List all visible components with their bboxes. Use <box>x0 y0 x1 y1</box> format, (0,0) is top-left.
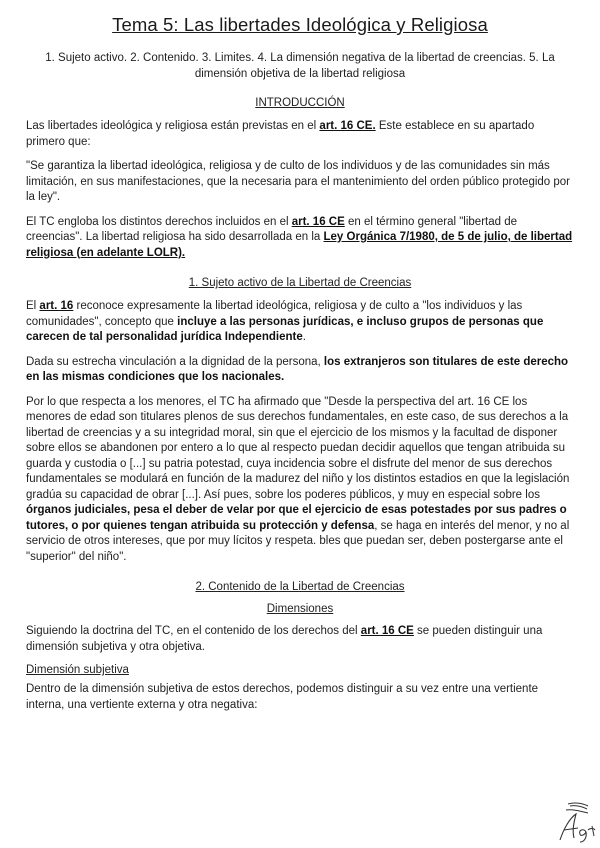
intro-paragraph-3 <box>26 215 574 262</box>
text-run: . <box>302 331 306 343</box>
page-title: Tema 5: Las libertades Ideológica y Religiosa <box>112 14 488 35</box>
bold-text: órganos judiciales, pesa el deber de velar por que el ejercicio de esas potestades por sus padres o tutores, o por quienes tengan atribuida su protección y defensa <box>26 504 567 532</box>
section-1-paragraph-2 <box>26 355 574 386</box>
section-1-heading: 1. Sujeto activo de la Libertad de Creencias <box>188 277 412 289</box>
section-1-paragraph-1 <box>26 299 574 346</box>
signature-mark <box>554 800 598 846</box>
text-run: , se haga en interés del menor, y no al servicio de otros intereses, que por muy lícitos y respeta. bles que puedan ser, deben postergarse ante el "superior" del niño". <box>26 519 570 563</box>
section-2-heading: 2. Contenido de la Libertad de Creencias <box>195 581 405 593</box>
text-run: en el término general "libertad de creencias". La libertad religiosa ha sido desarrollada en la <box>26 215 517 243</box>
article-reference: art. 16 CE <box>360 625 414 637</box>
text-run: Siguiendo la doctrina del TC, en el contenido de los derechos del <box>26 625 361 637</box>
intro-paragraph-1 <box>26 119 574 150</box>
dimensiones-heading: Dimensiones <box>266 603 334 615</box>
text-run: Las libertades ideológica y religiosa están previstas en el <box>26 120 320 132</box>
text-run: reconoce expresamente la libertad ideológica, religiosa y de culto a "los individuos y las comunidades", concepto que <box>26 300 523 328</box>
text-run: se pueden distinguir una dimensión subjetiva y otra objetiva. <box>26 625 543 653</box>
article-reference: art. 16 CE. <box>319 120 376 132</box>
dimension-subjetiva-heading: Dimensión subjetiva <box>26 664 129 676</box>
intro-quote: "Se garantiza la libertad ideológica, religiosa y de culto de los individuos y de las comunidades sin más limitación, en sus manifestaciones, que la necesaria para el mantenimiento del orden público protegido por la ley". <box>26 160 571 203</box>
text-run: Por lo que respecta a los menores, el TC ha afirmado que "Desde la perspectiva del art. 16 CE los menores de edad son titulares plenos de sus derechos fundamentales, en este caso, de sus derechos a la libertad de creencias y a su integridad moral, sin que el ejercicio de los mismos y la facultad de disponer sobre ellos se abandonen por entero a lo que al respecto puedan decidir aquellos que tengan atribuida su guarda y custodia o [...] su patria potestad, cuya incidencia sobre el disfrute del menor de sus derechos fundamentales se modulará en función de la madurez del niño y los distintos estadios en que la legislación gradúa su capacidad de obrar [...]. Así pues, sobre los poderes públicos, y muy en especial sobre los <box>26 395 570 501</box>
article-reference: art. 16 CE <box>291 215 345 228</box>
document-page <box>26 14 574 722</box>
bold-text: los extranjeros son titulares de este derecho en las mismas condiciones que los nacionales. <box>26 355 569 383</box>
intro-heading: INTRODUCCIÓN <box>255 97 345 109</box>
section-2-paragraph-2: Dentro de la dimensión subjetiva de estos derechos, podemos distinguir a su vez entre una vertiente interna, una vertiente externa y otra negativa: <box>26 683 539 711</box>
section-1-paragraph-3 <box>26 395 574 566</box>
text-run: Dada su estrecha vinculación a la dignidad de la persona, <box>26 355 324 368</box>
article-reference: art. 16 <box>39 300 74 312</box>
section-2-paragraph-1 <box>26 624 574 655</box>
topics-summary: 1. Sujeto activo. 2. Contenido. 3. Limites. 4. La dimensión negativa de la libertad de creencias. 5. La dimensión objetiva de la libertad religiosa <box>45 52 555 80</box>
text-run: Este establece en su apartado primero que: <box>26 120 535 148</box>
text-run: El <box>26 300 40 312</box>
bold-text: incluye a las personas jurídicas, e incluso grupos de personas que carecen de tal personalidad jurídica Independiente <box>26 315 544 343</box>
text-run: El TC engloba los distintos derechos incluidos en el <box>26 215 292 228</box>
law-reference: Ley Orgánica 7/1980, de 5 de julio, de libertad religiosa (en adelante LOLR). <box>26 231 573 259</box>
